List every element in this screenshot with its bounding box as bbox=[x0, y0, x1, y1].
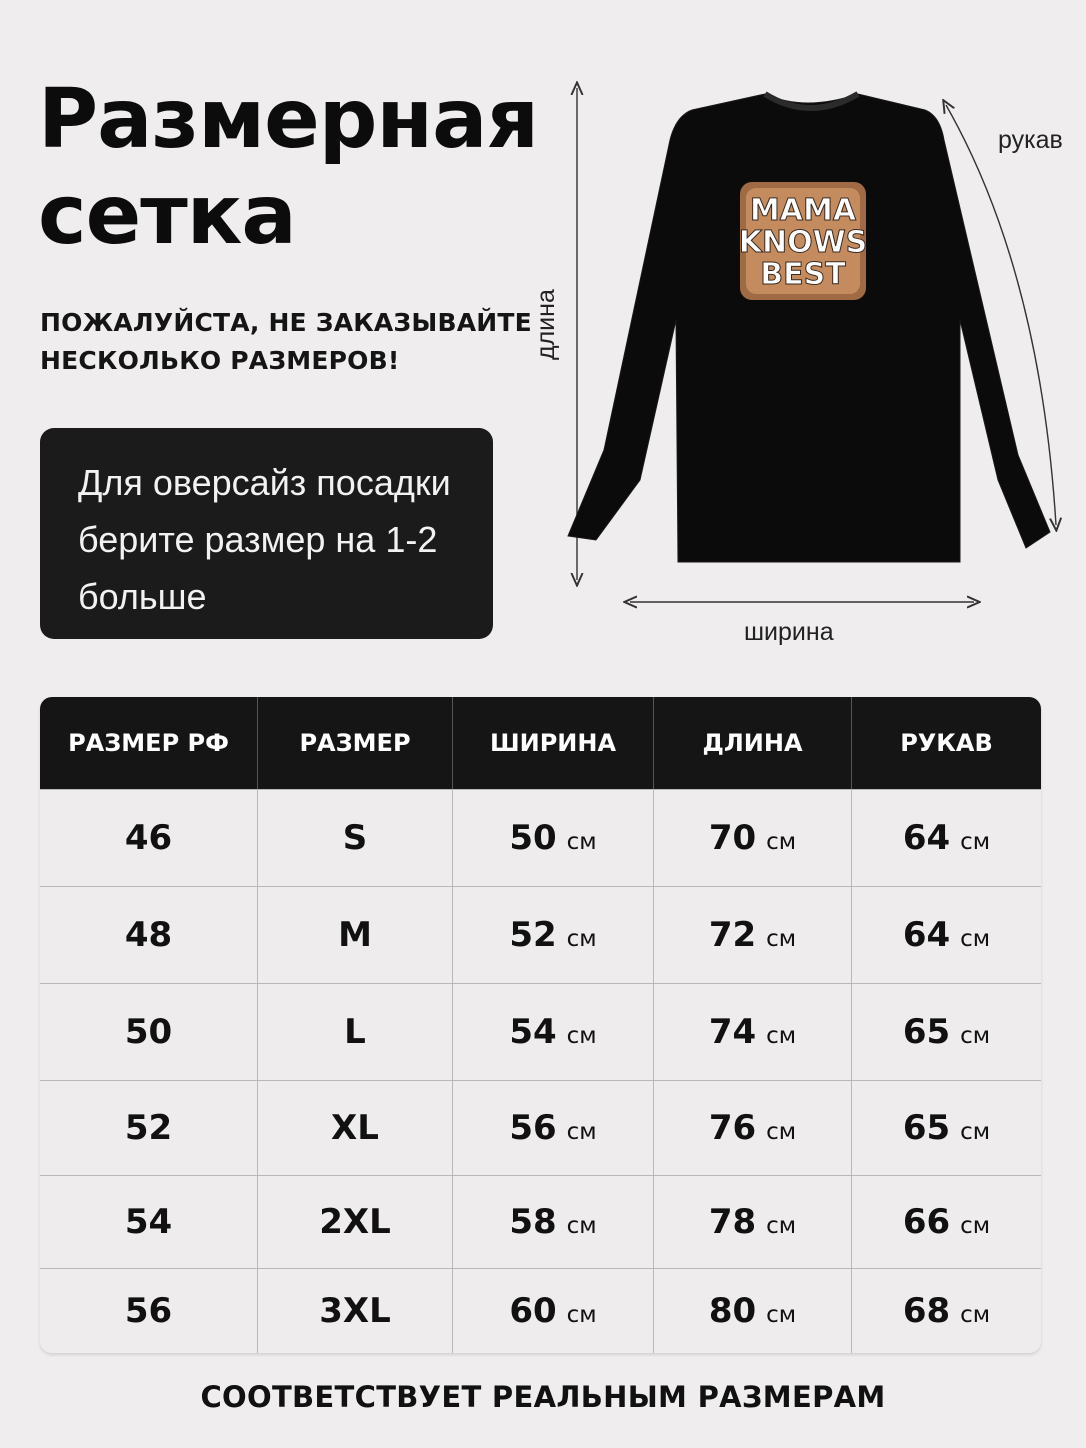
note-line-3: больше bbox=[78, 576, 207, 617]
print-line-3: BEST bbox=[760, 257, 846, 292]
shirt-illustration bbox=[530, 70, 1086, 660]
table-row bbox=[40, 789, 1041, 886]
print-line-2: KNOWS bbox=[738, 225, 868, 260]
warning-text bbox=[40, 304, 532, 380]
width-label: ширина bbox=[744, 618, 834, 646]
title-line-2: сетка bbox=[38, 168, 296, 263]
cell-size: L bbox=[258, 984, 453, 1080]
cell-length: 72 см bbox=[654, 887, 852, 983]
table-row bbox=[40, 1080, 1041, 1175]
cell-ru-size: 50 bbox=[40, 984, 258, 1080]
note-line-2: берите размер на 1-2 bbox=[78, 519, 438, 560]
cell-width: 58 см bbox=[453, 1176, 654, 1268]
sleeve-label: рукав bbox=[998, 126, 1063, 154]
shirt-print bbox=[739, 182, 868, 300]
shirt-diagram bbox=[530, 70, 1086, 660]
cell-sleeve: 66 см bbox=[902, 1202, 991, 1242]
cell-length: 76 см bbox=[654, 1081, 852, 1175]
cell-size: 3XL bbox=[258, 1269, 453, 1353]
cell-sleeve: 64 см bbox=[902, 915, 991, 955]
cell-size: M bbox=[258, 887, 453, 983]
cell-sleeve: 68 см bbox=[902, 1291, 991, 1331]
cell-width: 60 см bbox=[453, 1269, 654, 1353]
header-sleeve: РУКАВ bbox=[900, 729, 993, 757]
header-length: ДЛИНА bbox=[654, 697, 852, 789]
cell-width: 52 см bbox=[453, 887, 654, 983]
cell-ru-size: 56 bbox=[40, 1269, 258, 1353]
table-row bbox=[40, 983, 1041, 1080]
cell-sleeve: 65 см bbox=[902, 1012, 991, 1052]
cell-ru-size: 54 bbox=[40, 1176, 258, 1268]
cell-ru-size: 48 bbox=[40, 887, 258, 983]
warning-line-2: НЕСКОЛЬКО РАЗМЕРОВ! bbox=[40, 346, 400, 375]
cell-sleeve: 65 см bbox=[902, 1108, 991, 1148]
title-line-1: Размерная bbox=[38, 72, 539, 167]
cell-width: 56 см bbox=[453, 1081, 654, 1175]
table-row bbox=[40, 1268, 1041, 1353]
table-row bbox=[40, 1175, 1041, 1268]
cell-ru-size: 46 bbox=[40, 790, 258, 886]
cell-length: 70 см bbox=[654, 790, 852, 886]
warning-line-1: ПОЖАЛУЙСТА, НЕ ЗАКАЗЫВАЙТЕ bbox=[40, 308, 532, 337]
cell-size: 2XL bbox=[258, 1176, 453, 1268]
oversize-note bbox=[40, 428, 493, 639]
header-width: ШИРИНА bbox=[453, 697, 654, 789]
cell-width: 54 см bbox=[453, 984, 654, 1080]
table-header bbox=[40, 697, 1041, 789]
print-line-1: MAMA bbox=[749, 193, 857, 228]
footer-note: СООТВЕТСТВУЕТ РЕАЛЬНЫМ РАЗМЕРАМ bbox=[200, 1380, 886, 1414]
cell-length: 74 см bbox=[654, 984, 852, 1080]
cell-sleeve: 64 см bbox=[902, 818, 991, 858]
cell-ru-size: 52 bbox=[40, 1081, 258, 1175]
cell-size: S bbox=[258, 790, 453, 886]
table-row bbox=[40, 886, 1041, 983]
header-ru-size: РАЗМЕР РФ bbox=[40, 697, 258, 789]
size-table bbox=[40, 697, 1041, 1353]
length-label: длина bbox=[532, 289, 560, 360]
cell-size: XL bbox=[258, 1081, 453, 1175]
page-title bbox=[38, 72, 538, 264]
note-line-1: Для оверсайз посадки bbox=[78, 462, 451, 503]
cell-width: 50 см bbox=[453, 790, 654, 886]
shirt-shape bbox=[568, 94, 1050, 562]
cell-length: 80 см bbox=[654, 1269, 852, 1353]
header-size: РАЗМЕР bbox=[258, 697, 453, 789]
cell-length: 78 см bbox=[654, 1176, 852, 1268]
